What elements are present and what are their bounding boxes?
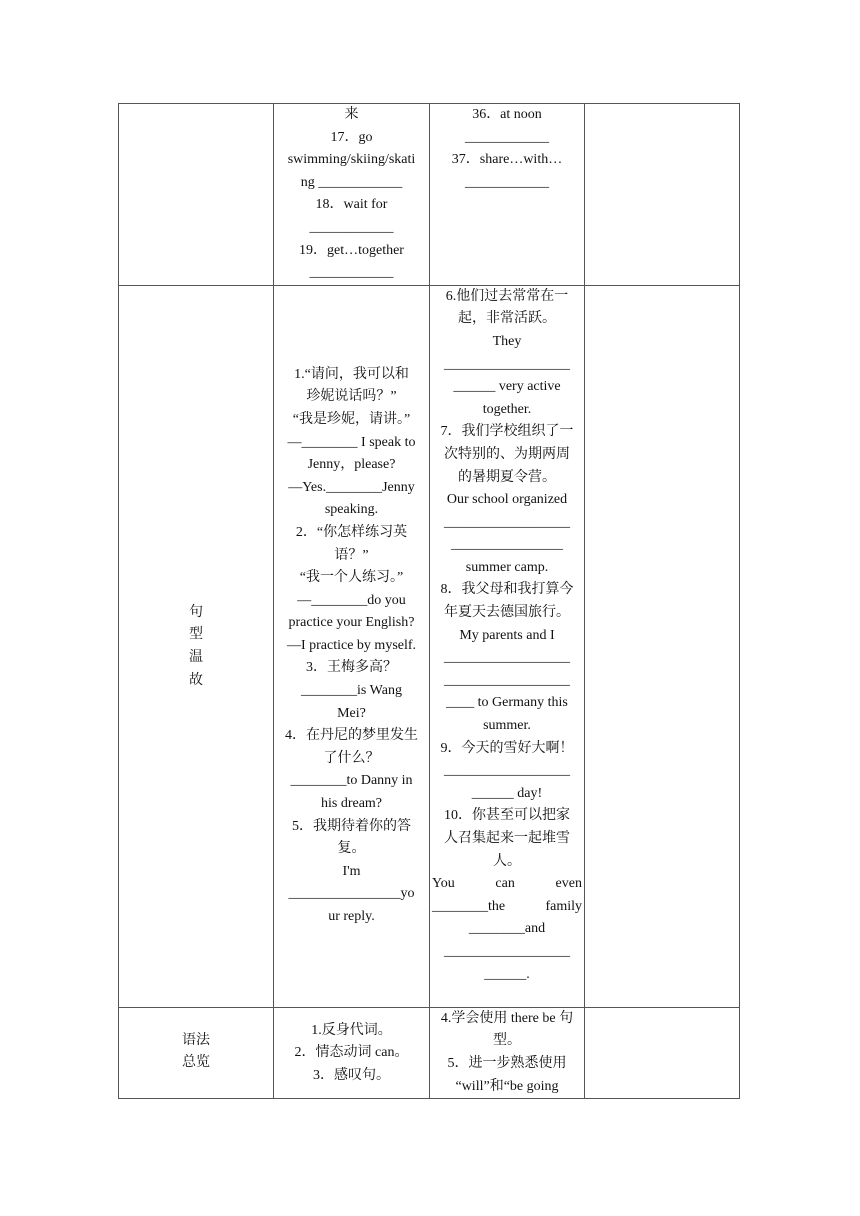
- vocab-col4: [585, 104, 740, 286]
- vocab-item-line: ____________: [465, 129, 549, 145]
- sentence-item-line: 5．我期待着你的答: [292, 818, 411, 834]
- sentence-item-line: “我是珍妮，请讲。”: [292, 411, 411, 427]
- sentence-item-line: ______.: [484, 966, 530, 982]
- sentence-item-line: My parents and I: [459, 627, 555, 643]
- grammar-item-line: 型。: [493, 1033, 521, 1049]
- grammar-row: [119, 1007, 740, 1098]
- grammar-label: [119, 1007, 274, 1098]
- sentence-item-line: __________________: [444, 356, 570, 372]
- sentence-item-line: They: [492, 333, 522, 349]
- sentence-item-line: 1.“请问，我可以和: [294, 366, 409, 382]
- sentence-item-line: ________the family: [432, 898, 582, 914]
- sentence-item-line: 6.他们过去常常在一: [445, 288, 569, 304]
- sentence-item-line: 起，非常活跃。: [458, 311, 556, 327]
- section-label-line: 总览: [182, 1055, 210, 1071]
- sentence-item-line: Jenny，please?: [307, 457, 396, 473]
- sentence-col4: [585, 285, 740, 1007]
- sentence-item-line: ________is Wang: [301, 683, 402, 699]
- sentence-item-line: 人。: [493, 853, 521, 869]
- sentence-item-line: 3．王梅多高？: [306, 660, 397, 676]
- sentence-item-line: —________do you: [297, 592, 406, 608]
- sentence-item-line: practice your English?: [288, 615, 415, 631]
- sentence-item-line: together.: [482, 401, 532, 417]
- sentence-item-line: __________________: [444, 650, 570, 666]
- sentence-col3: [430, 285, 585, 1007]
- section-label-char: 型: [189, 627, 203, 643]
- sentence-item-line: his dream?: [320, 796, 383, 812]
- grammar-item-line: 1.反身代词。: [311, 1022, 392, 1038]
- sentence-item-line: __________________: [444, 672, 570, 688]
- sentence-item-line: —________ I speak to: [287, 434, 416, 450]
- vocab-item-line: 17．go: [330, 129, 373, 145]
- vocab-item-line: 18．wait for: [315, 197, 388, 213]
- section-label-char: 温: [189, 649, 203, 665]
- grammar-item-line: 3．感叹句。: [313, 1067, 390, 1083]
- sentence-item-line: ________________: [451, 537, 563, 553]
- sentence-item-line: Our school organized: [446, 492, 568, 508]
- grammar-item-line: 4.学会使用 there be 句: [440, 1010, 574, 1026]
- sentence-item-line: ________to Danny in: [290, 773, 413, 789]
- sentence-item-line: 珍妮说话吗？”: [306, 389, 397, 405]
- grammar-col3: [430, 1007, 585, 1098]
- worksheet-table: [118, 103, 740, 1099]
- sentence-item-line: ______ day!: [471, 785, 543, 801]
- sentence-item-line: You can even: [432, 876, 582, 892]
- sentence-item-line: 10．你甚至可以把家: [444, 808, 570, 824]
- sentence-item-line: 了什么？: [323, 750, 380, 766]
- vocab-item-line: 来: [344, 107, 359, 122]
- sentence-item-line: 复。: [337, 841, 366, 857]
- vocab-item-line: ____________: [465, 174, 549, 190]
- sentence-item-line: 次特别的、为期两周: [444, 446, 570, 462]
- sentence-item-line: ur reply.: [328, 909, 375, 924]
- vocab-item-line: ____________: [309, 265, 394, 281]
- grammar-item-line: 5．进一步熟悉使用: [447, 1055, 567, 1071]
- section-label-char: 句: [189, 604, 203, 620]
- sentence-item-line: Mei?: [337, 705, 366, 721]
- section-label-line: 语法: [182, 1032, 210, 1048]
- vocab-col3: [430, 104, 585, 286]
- sentence-item-line: 8．我父母和我打算今: [440, 582, 574, 598]
- sentence-item-line: 9．今天的雪好大啊！: [440, 740, 574, 756]
- sentence-item-line: “我一个人练习。”: [299, 570, 404, 586]
- vocab-item-line: swimming/skiing/skati: [287, 152, 416, 168]
- sentence-item-line: 4．在丹尼的梦里发生: [285, 728, 418, 744]
- vocab-col2: [274, 104, 430, 286]
- sentence-item-line: __________________: [444, 943, 570, 959]
- grammar-col4: [585, 1007, 740, 1098]
- sentence-review-row: [119, 285, 740, 1007]
- vocab-item-line: 36．at noon: [472, 107, 542, 122]
- sentence-item-line: —I practice by myself.: [286, 637, 417, 653]
- section-label-char: 故: [189, 672, 203, 688]
- sentence-review-label: [119, 285, 274, 1007]
- sentence-item-line: __________________: [444, 514, 570, 530]
- sentence-item-line: ________and: [468, 921, 546, 937]
- vocab-row: [119, 104, 740, 286]
- sentence-item-line: 7．我们学校组织了一: [440, 424, 574, 440]
- sentence-item-line: —Yes.________Jenny: [288, 479, 415, 495]
- sentence-col2: [274, 285, 430, 1007]
- grammar-col2: [274, 1007, 430, 1098]
- sentence-item-line: ______ very active: [453, 379, 561, 395]
- sentence-item-line: speaking.: [324, 502, 379, 518]
- sentence-item-line: 的暑期夏令营。: [458, 469, 556, 485]
- vocab-item-line: ____________: [309, 219, 394, 235]
- vocab-item-line: 37．share…with…: [451, 152, 563, 168]
- sentence-item-line: summer camp.: [465, 559, 549, 575]
- sentence-item-line: summer.: [483, 718, 531, 734]
- sentence-item-line: 2．“你怎样练习英: [295, 524, 408, 540]
- sentence-item-line: I'm: [342, 863, 361, 879]
- sentence-item-line: ____ to Germany this: [446, 695, 568, 711]
- sentence-item-line: 人召集起来一起堆雪: [444, 831, 570, 846]
- sentence-item-line: __________________: [444, 763, 570, 779]
- sentence-item-line: 年夏天去德国旅行。: [444, 605, 570, 621]
- grammar-item-line: 2．情态动词 can。: [294, 1045, 409, 1061]
- sentence-item-line: ________________yo: [288, 886, 415, 902]
- vocab-label-cell: [119, 104, 274, 286]
- sentence-item-line: 语？”: [334, 547, 369, 563]
- grammar-item-line: “will”和“be going: [455, 1078, 559, 1094]
- vocab-item-line: 19．get…together: [299, 242, 404, 258]
- vocab-item-line: ng ____________: [300, 174, 403, 190]
